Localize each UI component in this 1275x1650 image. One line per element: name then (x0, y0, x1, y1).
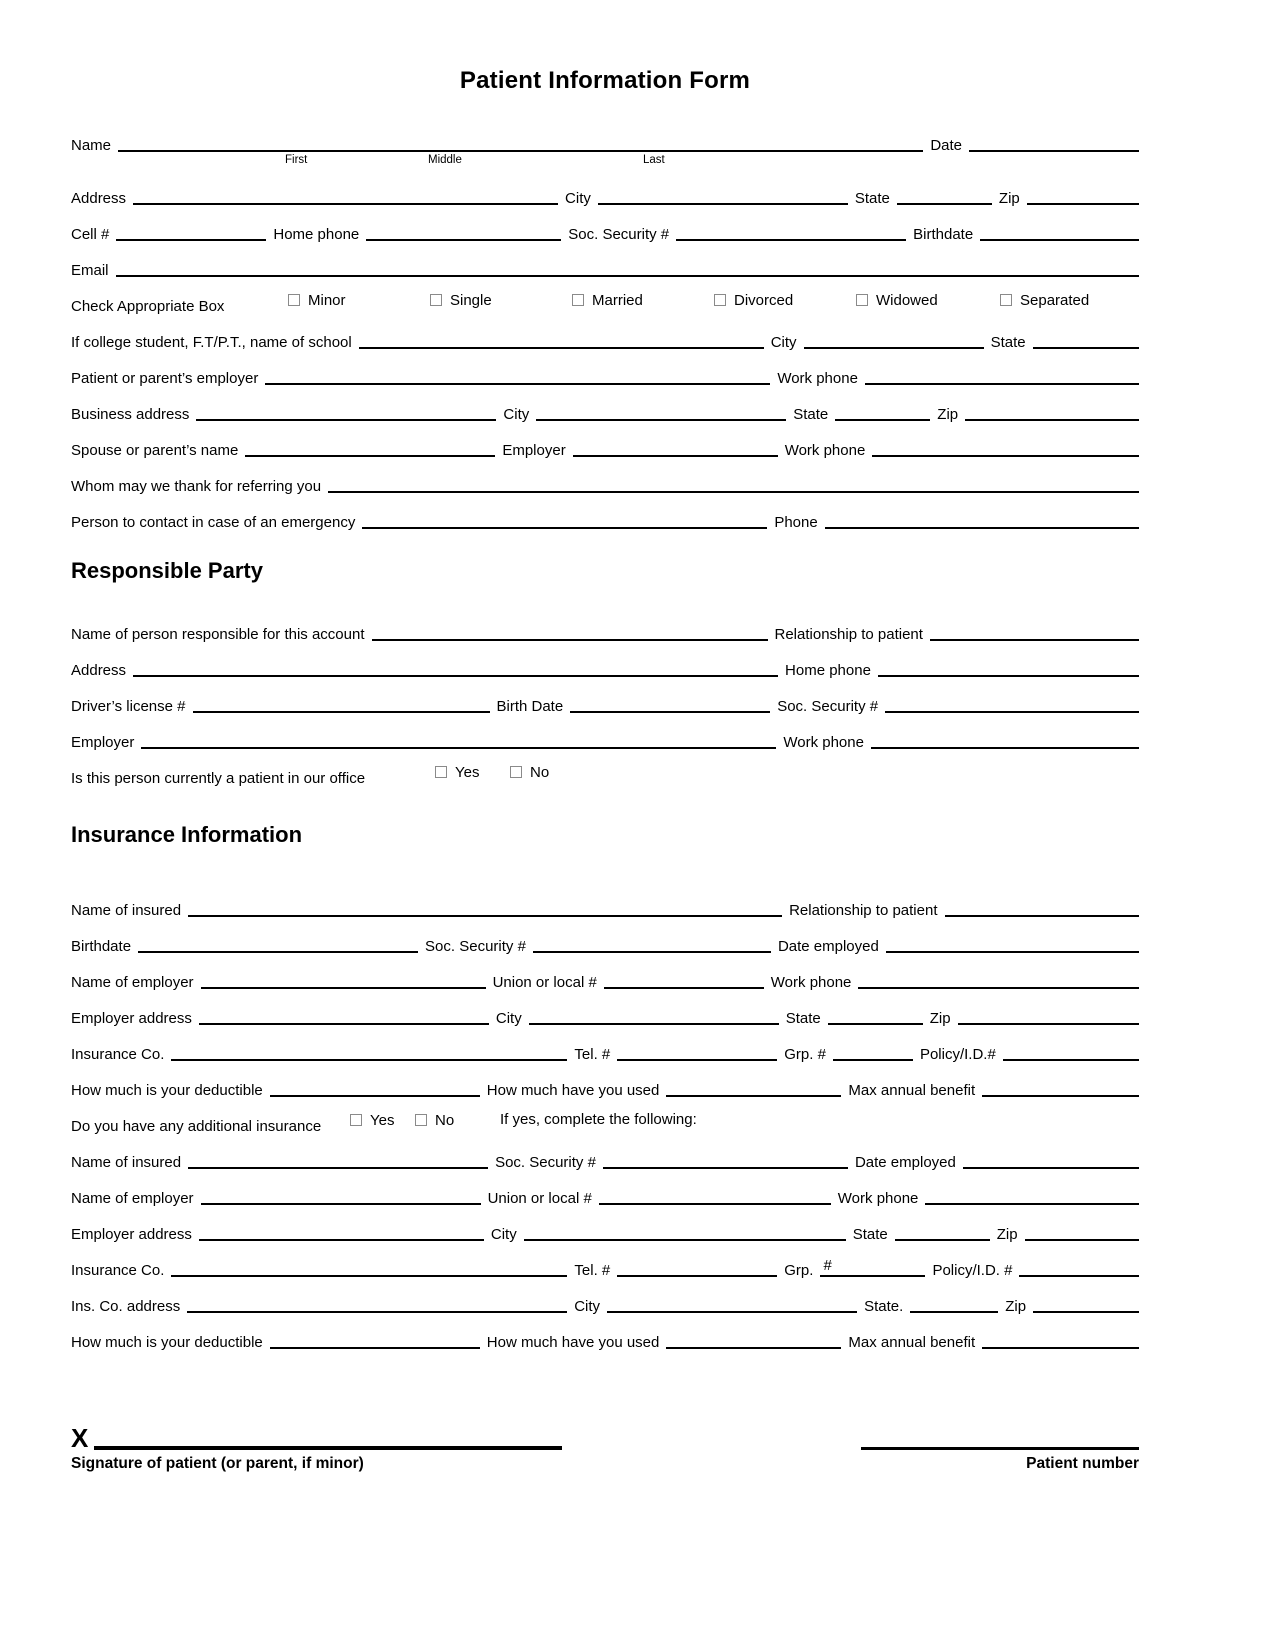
checkbox-label-no: No (435, 1111, 455, 1129)
field-label-spouse-or-parent-s-name: Spouse or parent’s name (71, 441, 239, 459)
input-line-state[interactable] (895, 1239, 990, 1241)
field-label-date-employed: Date employed (854, 1153, 956, 1171)
field-label-zip: Zip (998, 189, 1020, 207)
form-row (71, 751, 1139, 787)
field-label-phone: Phone (774, 513, 818, 531)
form-row (71, 1099, 1139, 1135)
form-row (71, 1315, 1139, 1351)
field-label-check-appropriate-box: Check Appropriate Box (71, 297, 225, 315)
field-label-birthdate: Birthdate (913, 225, 974, 243)
field-label-city: City (574, 1297, 601, 1315)
patient-number-caption: Patient number (1026, 1455, 1139, 1472)
input-line-zip[interactable] (1027, 203, 1139, 205)
field-label-person-to-contact-in-case-of-an-emergency: Person to contact in case of an emergency (71, 513, 356, 531)
form-row (71, 351, 1139, 387)
form-row (71, 643, 1139, 679)
input-line-state[interactable] (828, 1023, 923, 1025)
input-line-max-annual-benefit[interactable] (982, 1347, 1139, 1349)
checkbox-label-no: No (530, 763, 550, 781)
input-line-grp[interactable] (833, 1059, 913, 1061)
checkbox-single[interactable] (430, 294, 442, 306)
input-line-city[interactable] (536, 419, 786, 421)
field-label-home-phone: Home phone (785, 661, 871, 679)
field-label-zip: Zip (996, 1225, 1018, 1243)
field-label-soc-security: Soc. Security # (495, 1153, 596, 1171)
form-row (71, 1207, 1139, 1243)
field-label-employer: Employer (71, 733, 135, 751)
input-line-name[interactable] (118, 150, 923, 152)
input-line-employer[interactable] (141, 747, 776, 749)
input-line-date-employed[interactable] (886, 951, 1139, 953)
input-line-name-of-insured[interactable] (188, 915, 782, 917)
input-line-date-employed[interactable] (963, 1167, 1139, 1169)
field-label-how-much-have-you-used: How much have you used (486, 1333, 660, 1351)
input-line-state[interactable] (897, 203, 992, 205)
field-label-grp: Grp. # (784, 1045, 826, 1063)
input-line-insurance-co[interactable] (171, 1059, 567, 1061)
form-row (71, 715, 1139, 751)
checkbox-label-divorced: Divorced (734, 291, 794, 309)
checkbox-divorced[interactable] (714, 294, 726, 306)
checkbox-option-no (510, 764, 549, 781)
checkbox-label-yes: Yes (370, 1111, 395, 1129)
field-label-how-much-have-you-used: How much have you used (486, 1081, 660, 1099)
input-line-employer-address[interactable] (199, 1023, 489, 1025)
input-line-city[interactable] (607, 1311, 857, 1313)
field-label-union-or-local: Union or local # (487, 1189, 592, 1207)
input-line-name-of-insured[interactable] (188, 1167, 488, 1169)
input-line-name-of-employer[interactable] (201, 1203, 481, 1205)
input-line-driver-s-license[interactable] (193, 711, 490, 713)
checkbox-option-married (572, 292, 643, 309)
field-label-do-you-have-any-additional-insurance: Do you have any additional insurance (71, 1117, 322, 1135)
form-row (71, 919, 1139, 955)
field-label-address: Address (71, 661, 127, 679)
field-label-patient-or-parent-s-employer: Patient or parent’s employer (71, 369, 259, 387)
input-line-work-phone[interactable] (871, 747, 1139, 749)
field-label-city: City (565, 189, 591, 207)
field-label-name: Name (71, 136, 112, 154)
input-line-how-much-is-your-deductible[interactable] (270, 1347, 480, 1349)
checkbox-separated[interactable] (1000, 294, 1012, 306)
form-body (71, 118, 1139, 1351)
field-label-how-much-is-your-deductible: How much is your deductible (71, 1081, 263, 1099)
input-line-business-address[interactable] (196, 419, 496, 421)
input-line-soc-security[interactable] (603, 1167, 848, 1169)
field-label-date: Date (930, 136, 962, 154)
field-label-tel: Tel. # (574, 1045, 611, 1063)
input-line-city[interactable] (524, 1239, 846, 1241)
input-line-home-phone[interactable] (878, 675, 1139, 677)
input-line-home-phone[interactable] (366, 239, 561, 241)
field-label-ins-co-address: Ins. Co. address (71, 1297, 181, 1315)
input-line-policy-i-d[interactable] (1003, 1059, 1139, 1061)
input-line-birthdate[interactable] (138, 951, 418, 953)
input-line-cell[interactable] (116, 239, 266, 241)
form-row (71, 1027, 1139, 1063)
field-label-tel: Tel. # (574, 1261, 611, 1279)
field-label-soc-security: Soc. Security # (568, 225, 670, 243)
input-line-soc-security[interactable] (533, 951, 771, 953)
input-line-email[interactable] (116, 275, 1139, 277)
field-label-state: State (854, 189, 890, 207)
field-label-employer: Employer (502, 441, 566, 459)
input-line-state[interactable] (1033, 347, 1139, 349)
field-label-employer-address: Employer address (71, 1009, 192, 1027)
field-label-cell: Cell # (71, 225, 110, 243)
form-row (71, 207, 1139, 243)
field-label-zip: Zip (937, 405, 959, 423)
checkbox-option-minor (288, 292, 346, 309)
field-label-state: State (785, 1009, 821, 1027)
signature-input-line[interactable] (94, 1446, 562, 1450)
field-label-state: State (852, 1225, 888, 1243)
field-label-birthdate: Birthdate (71, 937, 132, 955)
form-row (71, 459, 1139, 495)
field-label-city: City (770, 333, 797, 351)
checkbox-label-married: Married (592, 291, 643, 309)
input-line-union-or-local[interactable] (604, 987, 764, 989)
signature-row (71, 1405, 1139, 1451)
form-row (71, 243, 1139, 279)
form-row (71, 118, 1139, 154)
field-label-home-phone: Home phone (273, 225, 360, 243)
input-line-work-phone[interactable] (925, 1203, 1139, 1205)
input-line-how-much-is-your-deductible[interactable] (270, 1095, 480, 1097)
input-line-soc-security[interactable] (885, 711, 1139, 713)
input-line-zip[interactable] (1033, 1311, 1139, 1313)
field-label-soc-security: Soc. Security # (777, 697, 879, 715)
input-line-whom-may-we-thank-for-referring-you[interactable] (328, 491, 1139, 493)
checkbox-no[interactable] (510, 766, 522, 778)
field-label-policy-i-d: Policy/I.D.# (919, 1045, 996, 1063)
field-label-city: City (503, 405, 530, 423)
signature-captions (71, 1455, 1139, 1473)
input-line-ins-co-address[interactable] (187, 1311, 567, 1313)
input-line-birth-date[interactable] (570, 711, 770, 713)
input-line-city[interactable] (598, 203, 848, 205)
patient-number-input-line[interactable] (861, 1447, 1139, 1450)
field-label-is-this-person-currently-a-patient-in-our-office: Is this person currently a patient in our office (71, 769, 366, 787)
checkbox-option-single (430, 292, 492, 309)
input-line-zip[interactable] (965, 419, 1139, 421)
field-label-city: City (490, 1225, 517, 1243)
input-line-grp[interactable] (820, 1256, 925, 1277)
input-line-person-to-contact-in-case-of-an-emergency[interactable] (362, 527, 767, 529)
checkbox-option-yes (435, 764, 479, 781)
form-row (71, 1063, 1139, 1099)
field-label-work-phone: Work phone (770, 973, 852, 991)
field-label-email: Email (71, 261, 109, 279)
field-label-relationship-to-patient: Relationship to patient (789, 901, 938, 919)
field-label-name-of-insured: Name of insured (71, 901, 182, 919)
name-part-hints (71, 154, 1139, 171)
field-label-whom-may-we-thank-for-referring-you: Whom may we thank for referring you (71, 477, 322, 495)
input-line-state[interactable] (835, 419, 930, 421)
input-line-relationship-to-patient[interactable] (930, 639, 1139, 641)
field-label-state: State (793, 405, 829, 423)
form-row (71, 883, 1139, 919)
checkbox-option-divorced (714, 292, 793, 309)
checkbox-option-widowed (856, 292, 938, 309)
checkbox-option-no (415, 1112, 454, 1129)
field-label-insurance-co: Insurance Co. (71, 1261, 165, 1279)
field-label-insurance-co: Insurance Co. (71, 1045, 165, 1063)
form-row (71, 955, 1139, 991)
form-row (71, 279, 1139, 315)
field-label-if-college-student-f-t-p-t-name-of-school: If college student, F.T/P.T., name of school (71, 333, 352, 351)
checkbox-label-widowed: Widowed (876, 291, 938, 309)
field-label-business-address: Business address (71, 405, 190, 423)
field-label-relationship-to-patient: Relationship to patient (774, 625, 923, 643)
checkbox-label-minor: Minor (308, 291, 346, 309)
field-label-date-employed: Date employed (777, 937, 879, 955)
form-row (71, 607, 1139, 643)
field-label-name-of-person-responsible-for-this-account: Name of person responsible for this account (71, 625, 365, 643)
form-row (71, 991, 1139, 1027)
input-line-zip[interactable] (958, 1023, 1139, 1025)
field-label-max-annual-benefit: Max annual benefit (848, 1081, 976, 1099)
input-line-spouse-or-parent-s-name[interactable] (245, 455, 495, 457)
input-line-birthdate[interactable] (980, 239, 1139, 241)
field-label-birth-date: Birth Date (496, 697, 564, 715)
signature-x-mark: X (71, 1423, 89, 1453)
input-line-relationship-to-patient[interactable] (945, 915, 1140, 917)
form-row (71, 1243, 1139, 1279)
checkbox-option-yes (350, 1112, 394, 1129)
input-line-insurance-co[interactable] (171, 1275, 567, 1277)
checkbox-label-yes: Yes (455, 763, 480, 781)
field-label-zip: Zip (929, 1009, 951, 1027)
field-label-state: State. (864, 1297, 904, 1315)
input-line-state[interactable] (910, 1311, 998, 1313)
input-line-zip[interactable] (1025, 1239, 1139, 1241)
input-line-city[interactable] (804, 347, 984, 349)
checkbox-label-single: Single (450, 291, 492, 309)
input-line-address[interactable] (133, 675, 778, 677)
input-line-work-phone[interactable] (858, 987, 1139, 989)
input-line-employer[interactable] (573, 455, 778, 457)
field-label-max-annual-benefit: Max annual benefit (848, 1333, 976, 1351)
checkbox-minor[interactable] (288, 294, 300, 306)
input-line-city[interactable] (529, 1023, 779, 1025)
input-line-tel[interactable] (617, 1275, 777, 1277)
input-line-phone[interactable] (825, 527, 1139, 529)
form-row (71, 315, 1139, 351)
form-row (71, 387, 1139, 423)
checkbox-option-separated (1000, 292, 1089, 309)
field-label-city: City (495, 1009, 522, 1027)
field-label-union-or-local: Union or local # (492, 973, 597, 991)
signature-caption: Signature of patient (or parent, if minor) (71, 1455, 364, 1472)
input-line-work-phone[interactable] (872, 455, 1139, 457)
field-label-state: State (990, 333, 1026, 351)
input-line-max-annual-benefit[interactable] (982, 1095, 1139, 1097)
form-row (71, 679, 1139, 715)
field-label-name-of-employer: Name of employer (71, 973, 194, 991)
input-line-how-much-have-you-used[interactable] (666, 1095, 841, 1097)
field-label-name-of-insured: Name of insured (71, 1153, 182, 1171)
underlined-hash: # (823, 1256, 832, 1274)
input-line-union-or-local[interactable] (599, 1203, 831, 1205)
input-line-address[interactable] (133, 203, 558, 205)
field-label-work-phone: Work phone (777, 369, 858, 387)
input-line-soc-security[interactable] (676, 239, 906, 241)
field-label-employer-address: Employer address (71, 1225, 192, 1243)
input-line-tel[interactable] (617, 1059, 777, 1061)
checkbox-yes[interactable] (350, 1114, 362, 1126)
checkbox-no[interactable] (415, 1114, 427, 1126)
page-title: Patient Information Form (459, 67, 751, 94)
input-line-name-of-person-responsible-for-this-account[interactable] (372, 639, 768, 641)
field-label-work-phone: Work phone (837, 1189, 919, 1207)
field-label-grp: Grp. (784, 1261, 814, 1279)
field-label-work-phone: Work phone (783, 733, 864, 751)
field-label-work-phone: Work phone (784, 441, 866, 459)
field-label-soc-security: Soc. Security # (425, 937, 526, 955)
sub-label-last: Last (643, 154, 665, 166)
checkbox-married[interactable] (572, 294, 584, 306)
sub-label-first: First (285, 154, 308, 166)
field-label-driver-s-license: Driver’s license # (71, 697, 186, 715)
section-heading-responsible-party: Responsible Party (71, 558, 263, 583)
input-line-policy-i-d[interactable] (1019, 1275, 1139, 1277)
field-label-zip: Zip (1005, 1297, 1027, 1315)
form-row (71, 171, 1139, 207)
input-line-name-of-employer[interactable] (201, 987, 486, 989)
input-line-employer-address[interactable] (199, 1239, 484, 1241)
checkbox-label-separated: Separated (1020, 291, 1090, 309)
form-row (71, 423, 1139, 459)
section-heading-insurance-information: Insurance Information (71, 822, 303, 847)
field-label-policy-i-d: Policy/I.D. # (932, 1261, 1013, 1279)
form-row (71, 1279, 1139, 1315)
input-line-how-much-have-you-used[interactable] (666, 1347, 841, 1349)
field-label-how-much-is-your-deductible: How much is your deductible (71, 1333, 263, 1351)
input-line-patient-or-parent-s-employer[interactable] (265, 383, 770, 385)
form-row (71, 495, 1139, 531)
checkbox-widowed[interactable] (856, 294, 868, 306)
form-row (71, 1135, 1139, 1171)
sub-label-middle: Middle (428, 154, 462, 166)
input-line-date[interactable] (969, 150, 1139, 152)
field-label-name-of-employer: Name of employer (71, 1189, 194, 1207)
checkbox-yes[interactable] (435, 766, 447, 778)
input-line-work-phone[interactable] (865, 383, 1139, 385)
field-label-address: Address (71, 189, 127, 207)
input-line-if-college-student-f-t-p-t-name-of-school[interactable] (359, 347, 764, 349)
form-row (71, 1171, 1139, 1207)
note-if-yes-complete-the-following: If yes, complete the following: (500, 1110, 697, 1128)
